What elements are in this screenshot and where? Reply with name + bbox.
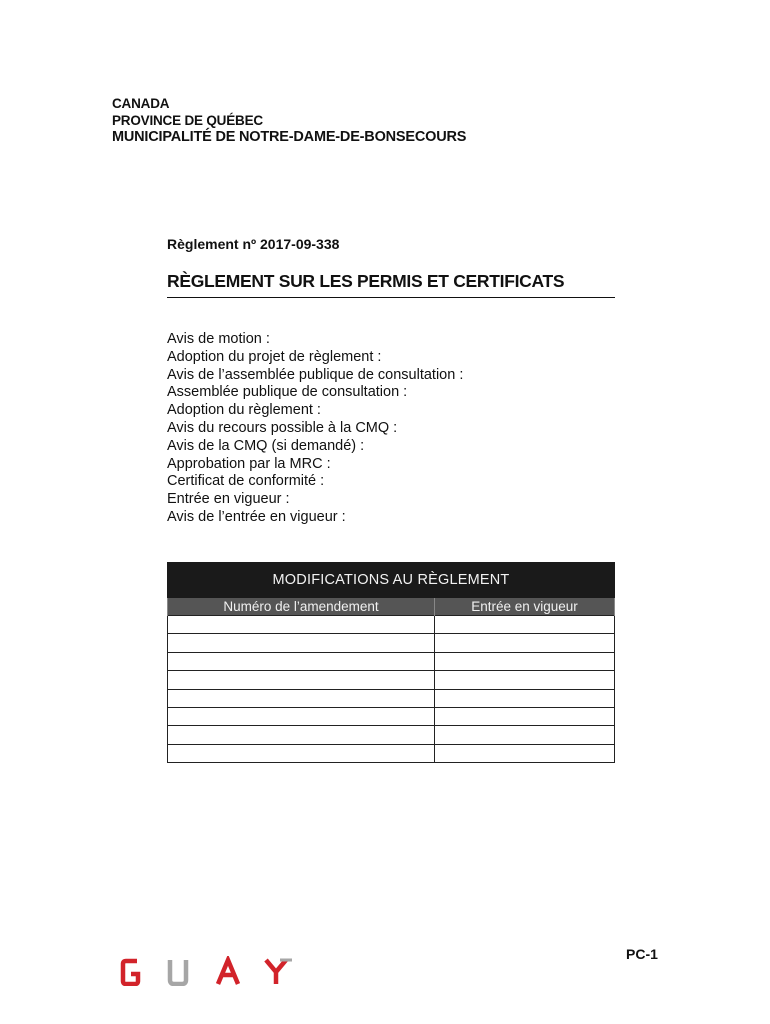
table-title-row (168, 563, 615, 598)
step-item: Avis de la CMQ (si demandé) : (167, 437, 365, 454)
guay-logo-icon (120, 956, 300, 986)
table-row (168, 689, 615, 707)
step-item: Entrée en vigueur : (167, 491, 290, 508)
step-item: Approbation par la MRC : (167, 455, 331, 472)
table-row (168, 726, 615, 744)
province-heading: PROVINCE DE QUÉBEC (112, 113, 263, 128)
table-row (168, 634, 615, 652)
table-row (168, 671, 615, 689)
effective-cell (435, 689, 615, 707)
table-row (168, 616, 615, 634)
adoption-steps-list (167, 331, 463, 527)
amendment-cell (168, 726, 435, 744)
amendment-cell (168, 671, 435, 689)
table-row (168, 707, 615, 725)
effective-cell (435, 707, 615, 725)
table-header-row (168, 598, 615, 616)
effective-cell (435, 726, 615, 744)
table-row (168, 744, 615, 762)
effective-cell (435, 634, 615, 652)
effective-cell (435, 652, 615, 670)
effective-cell (435, 616, 615, 634)
country-heading: CANADA (112, 96, 170, 111)
step-item: Assemblée publique de consultation : (167, 384, 408, 401)
amendment-cell (168, 707, 435, 725)
amendment-cell (168, 634, 435, 652)
step-item: Avis du recours possible à la CMQ : (167, 419, 398, 436)
table-title: MODIFICATIONS AU RÈGLEMENT (168, 563, 615, 598)
step-item: Avis de motion : (167, 331, 270, 347)
effective-cell (435, 671, 615, 689)
municipality-heading: MUNICIPALITÉ DE NOTRE-DAME-DE-BONSECOURS (112, 129, 467, 145)
column-header-effective: Entrée en vigueur (435, 598, 615, 616)
step-item: Adoption du projet de règlement : (167, 348, 382, 365)
amendment-cell (168, 689, 435, 707)
header-block (112, 95, 466, 146)
amendment-cell (168, 652, 435, 670)
column-header-amendment: Numéro de l’amendement (168, 598, 435, 616)
table-row (168, 652, 615, 670)
step-item: Certificat de conformité : (167, 473, 325, 490)
regulation-title: RÈGLEMENT SUR LES PERMIS ET CERTIFICATS (167, 271, 615, 298)
page-number: PC-1 (626, 946, 658, 962)
step-item: Avis de l’assemblée publique de consultation : (167, 366, 464, 383)
effective-cell (435, 744, 615, 762)
amendment-cell (168, 616, 435, 634)
step-item: Adoption du règlement : (167, 402, 321, 419)
modifications-table (167, 562, 615, 763)
regulation-number: Règlement nº 2017-09-338 (167, 236, 340, 252)
amendment-cell (168, 744, 435, 762)
step-item: Avis de l’entrée en vigueur : (167, 508, 346, 525)
